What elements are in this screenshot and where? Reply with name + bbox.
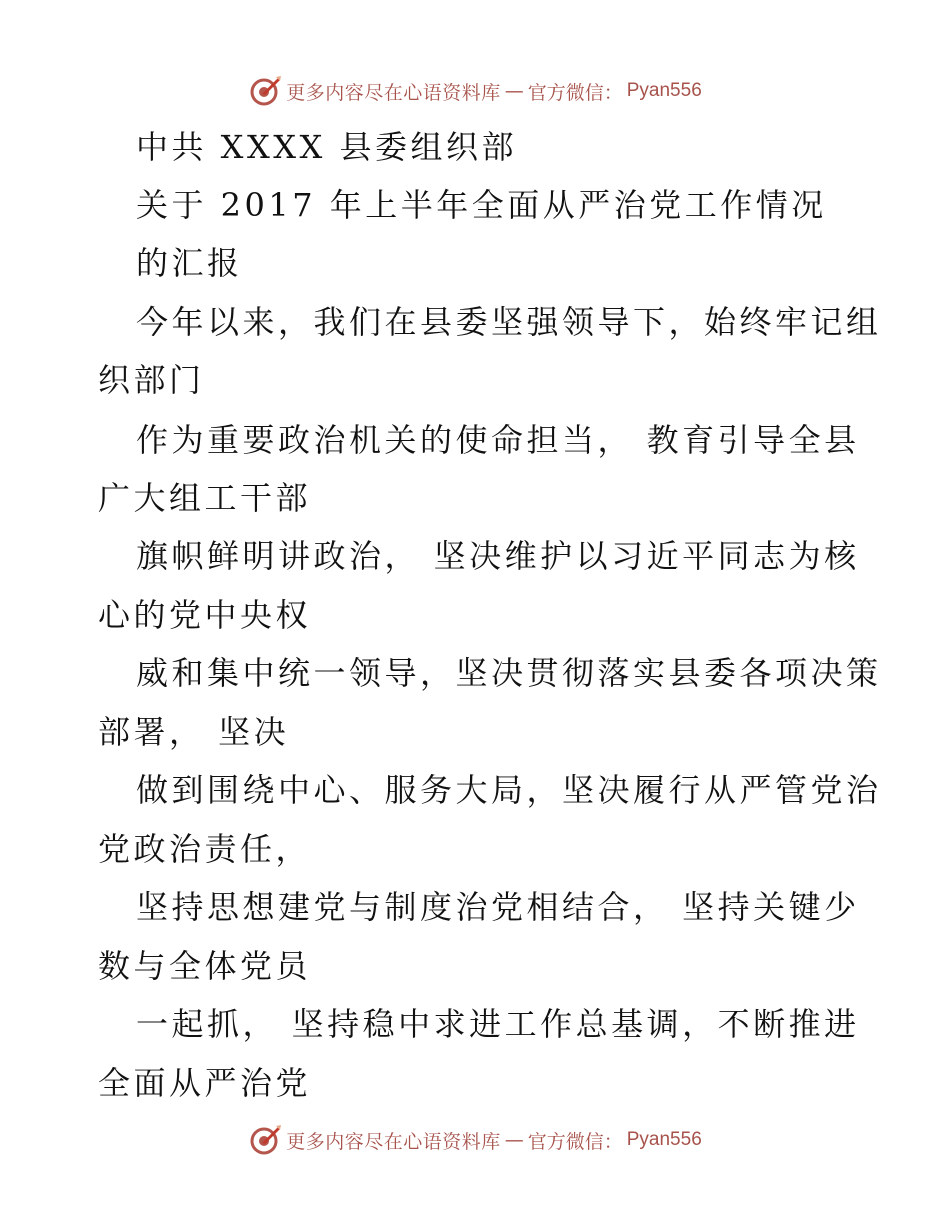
watermark-site-text: 更多内容尽在心语资料库 — [286, 81, 501, 104]
watermark-account: Pyan556 — [626, 1129, 702, 1150]
doc-body-line: 心的党中央权 — [98, 596, 312, 634]
footer-watermark — [0, 1120, 950, 1160]
header-watermark — [0, 71, 950, 111]
doc-body-line: 作为重要政治机关的使命担当， 教育引导全县 — [136, 421, 860, 459]
doc-body-line: 部署， 坚决 — [98, 713, 290, 751]
doc-body-line: 做到围绕中心、服务大局，坚决履行从严管党治 — [136, 771, 882, 809]
doc-body-line: 全面从严治党 — [98, 1064, 312, 1102]
watermark-site-text: 更多内容尽在心语资料库 — [286, 1130, 501, 1153]
quill-circle-logo — [248, 74, 282, 108]
doc-body-line: 一起抓， 坚持稳中求进工作总基调，不断推进 — [136, 1005, 860, 1043]
watermark-account: Pyan556 — [626, 80, 702, 101]
doc-body-line: 织部门 — [98, 361, 205, 399]
doc-body-line: 威和集中统一领导，坚决贯彻落实县委各项决策 — [136, 654, 882, 692]
doc-title-line-3: 的汇报 — [136, 244, 243, 282]
watermark-official-text: 官方微信： — [527, 81, 623, 104]
doc-body-line: 数与全体党员 — [98, 947, 312, 985]
watermark-separator: — — [504, 1129, 524, 1151]
doc-body-line: 旗帜鲜明讲政治， 坚决维护以习近平同志为核 — [136, 537, 860, 575]
watermark-separator: — — [504, 80, 524, 102]
doc-body-line: 坚持思想建党与制度治党相结合， 坚持关键少 — [136, 888, 860, 926]
doc-body-line: 党政治责任， — [98, 830, 312, 868]
doc-body-line: 广大组工干部 — [98, 479, 312, 517]
quill-circle-logo — [248, 1123, 282, 1157]
watermark-official-text: 官方微信： — [527, 1130, 623, 1153]
doc-title-line-2: 关于 2017 年上半年全面从严治党工作情况 — [136, 186, 827, 224]
doc-title-line-1: 中共 XXXX 县委组织部 — [136, 128, 517, 166]
doc-body-line: 今年以来，我们在县委坚强领导下，始终牢记组 — [136, 303, 882, 341]
